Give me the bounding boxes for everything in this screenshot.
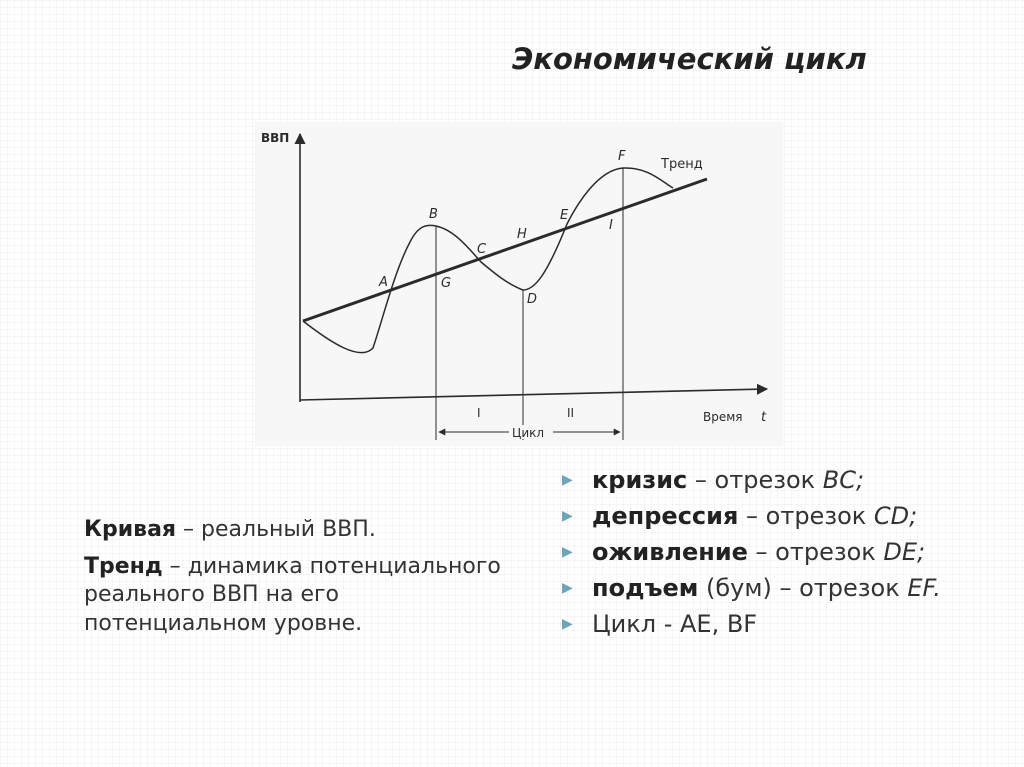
page-title: Экономический цикл: [512, 42, 867, 76]
trend-desc: – динамика потенциального реального ВВП на его потенциальном уровне.: [84, 553, 501, 636]
phase-segment: BC;: [822, 466, 865, 494]
phase-desc: – отрезок: [747, 538, 884, 566]
bullet-arrow-icon: ▶: [562, 472, 573, 488]
x-axis: [300, 389, 767, 400]
legend-text: [84, 516, 524, 646]
phase-2-label: II: [567, 406, 575, 420]
list-item: [560, 606, 1020, 642]
trend-label: Тренд: [661, 157, 703, 172]
phase-term: подъем: [592, 574, 699, 602]
list-item: [560, 534, 1020, 570]
point-label-e: E: [560, 208, 569, 223]
x-axis-symbol: t: [761, 410, 767, 425]
cycle-label: Цикл: [512, 426, 545, 440]
curve-desc: – реальный ВВП.: [176, 517, 376, 542]
phase-segment: EF.: [907, 574, 941, 602]
diagram-svg: [255, 122, 783, 446]
list-item: [560, 462, 1020, 498]
bullet-arrow-icon: ▶: [562, 616, 573, 632]
phase-list: [560, 462, 1020, 642]
point-label-h: H: [517, 227, 527, 242]
phase-term: оживление: [592, 538, 748, 566]
phase-1-label: I: [477, 406, 481, 420]
point-label-c: C: [477, 242, 487, 257]
gdp-curve: [303, 168, 673, 353]
phase-term: депрессия: [592, 502, 739, 530]
curve-definition: [84, 516, 524, 545]
phase-desc: (бум) – отрезок: [698, 574, 908, 602]
phase-segment: CD;: [873, 502, 918, 530]
y-axis-label: ВВП: [261, 131, 290, 145]
economic-cycle-diagram: [255, 122, 783, 446]
point-label-i: I: [609, 218, 613, 233]
cycle-definition: Цикл - AE, BF: [592, 610, 758, 638]
bullet-arrow-icon: ▶: [562, 580, 573, 596]
point-label-a: A: [379, 275, 388, 290]
point-label-f: F: [618, 149, 626, 164]
list-item: [560, 570, 1020, 606]
point-label-d: D: [527, 292, 538, 307]
bullet-arrow-icon: ▶: [562, 544, 573, 560]
bullet-arrow-icon: ▶: [562, 508, 573, 524]
phase-desc: – отрезок: [687, 466, 823, 494]
phase-desc: – отрезок: [738, 502, 874, 530]
curve-term: Кривая: [84, 517, 177, 542]
list-item: [560, 498, 1020, 534]
point-label-b: B: [429, 207, 438, 222]
phase-segment: DE;: [883, 538, 926, 566]
trend-term: Тренд: [84, 553, 163, 579]
trend-definition: [84, 553, 524, 639]
trend-line: [303, 179, 707, 321]
phase-term: кризис: [592, 466, 688, 494]
x-axis-label: Время: [703, 410, 743, 424]
point-label-g: G: [441, 276, 452, 291]
